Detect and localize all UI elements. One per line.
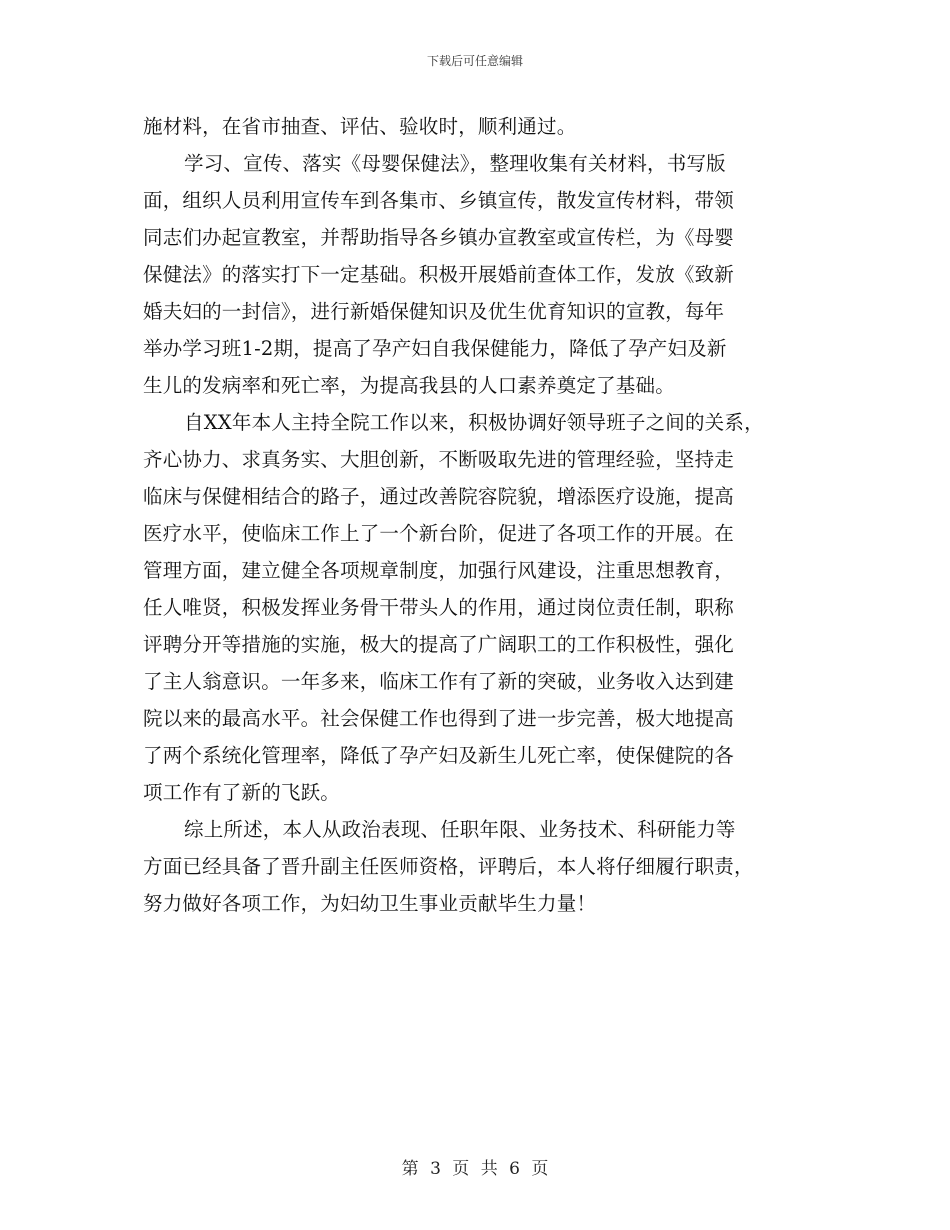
- text-line: 保健法》的落实打下一定基础。积极开展婚前查体工作，发放《致新: [143, 263, 735, 286]
- text-line: 努力做好各项工作，为妇幼卫生事业贡献毕生力量！: [143, 892, 597, 915]
- text-line: 方面已经具备了晋升副主任医师资格，评聘后，本人将仔细履行职责，: [143, 855, 754, 878]
- text-line: 了主人翁意识。一年多来，临床工作有了新的突破，业务收入达到建: [143, 670, 735, 693]
- text-line: 同志们办起宣教室，并帮助指导各乡镇办宣教室或宣传栏，为《母婴: [143, 226, 735, 249]
- text-line: 齐心协力、求真务实、大胆创新，不断吸取先进的管理经验，坚持走: [143, 448, 735, 471]
- text-line: 学习、宣传、落实《母婴保健法》，整理收集有关材料，书写版: [184, 152, 726, 175]
- text-line: 施材料，在省市抽查、评估、验收时，顺利通过。: [143, 115, 577, 138]
- text-line: 管理方面，建立健全各项规章制度，加强行风建设，注重思想教育，: [143, 559, 735, 582]
- page-number: 第 3 页 共 6 页: [401, 1159, 549, 1179]
- text-line: 了两个系统化管理率，降低了孕产妇及新生儿死亡率，使保健院的各: [143, 744, 735, 767]
- document-body: [143, 108, 813, 922]
- text-line: 医疗水平，使临床工作上了一个新台阶，促进了各项工作的开展。在: [143, 522, 735, 545]
- text-line: 婚夫妇的一封信》，进行新婚保健知识及优生优育知识的宣教，每年: [143, 300, 725, 323]
- text-line: 自XX年本人主持全院工作以来，积极协调好领导班子之间的关系，: [184, 411, 764, 434]
- text-line: 项工作有了新的飞跃。: [143, 781, 341, 804]
- page-header: [0, 52, 950, 69]
- text-line: 举办学习班1-2期，提高了孕产妇自我保健能力，降低了孕产妇及新: [143, 337, 727, 360]
- header-text: 下载后可任意编辑: [426, 54, 523, 68]
- text-line: 任人唯贤，积极发挥业务骨干带头人的作用，通过岗位责任制，职称: [143, 596, 735, 619]
- text-line: 生儿的发病率和死亡率，为提高我县的人口素养奠定了基础。: [143, 374, 675, 397]
- text-line: 评聘分开等措施的实施，极大的提高了广阔职工的工作积极性，强化: [143, 633, 735, 656]
- text-line: 院以来的最高水平。社会保健工作也得到了进一步完善，极大地提高: [143, 707, 735, 730]
- text-line: 综上所述，本人从政治表现、任职年限、业务技术、科研能力等: [184, 818, 736, 841]
- text-line: 临床与保健相结合的路子，通过改善院容院貌，增添医疗设施，提高: [143, 485, 735, 508]
- page-footer: [0, 1154, 950, 1179]
- text-line: 面，组织人员利用宣传车到各集市、乡镇宣传，散发宣传材料，带领: [143, 189, 735, 212]
